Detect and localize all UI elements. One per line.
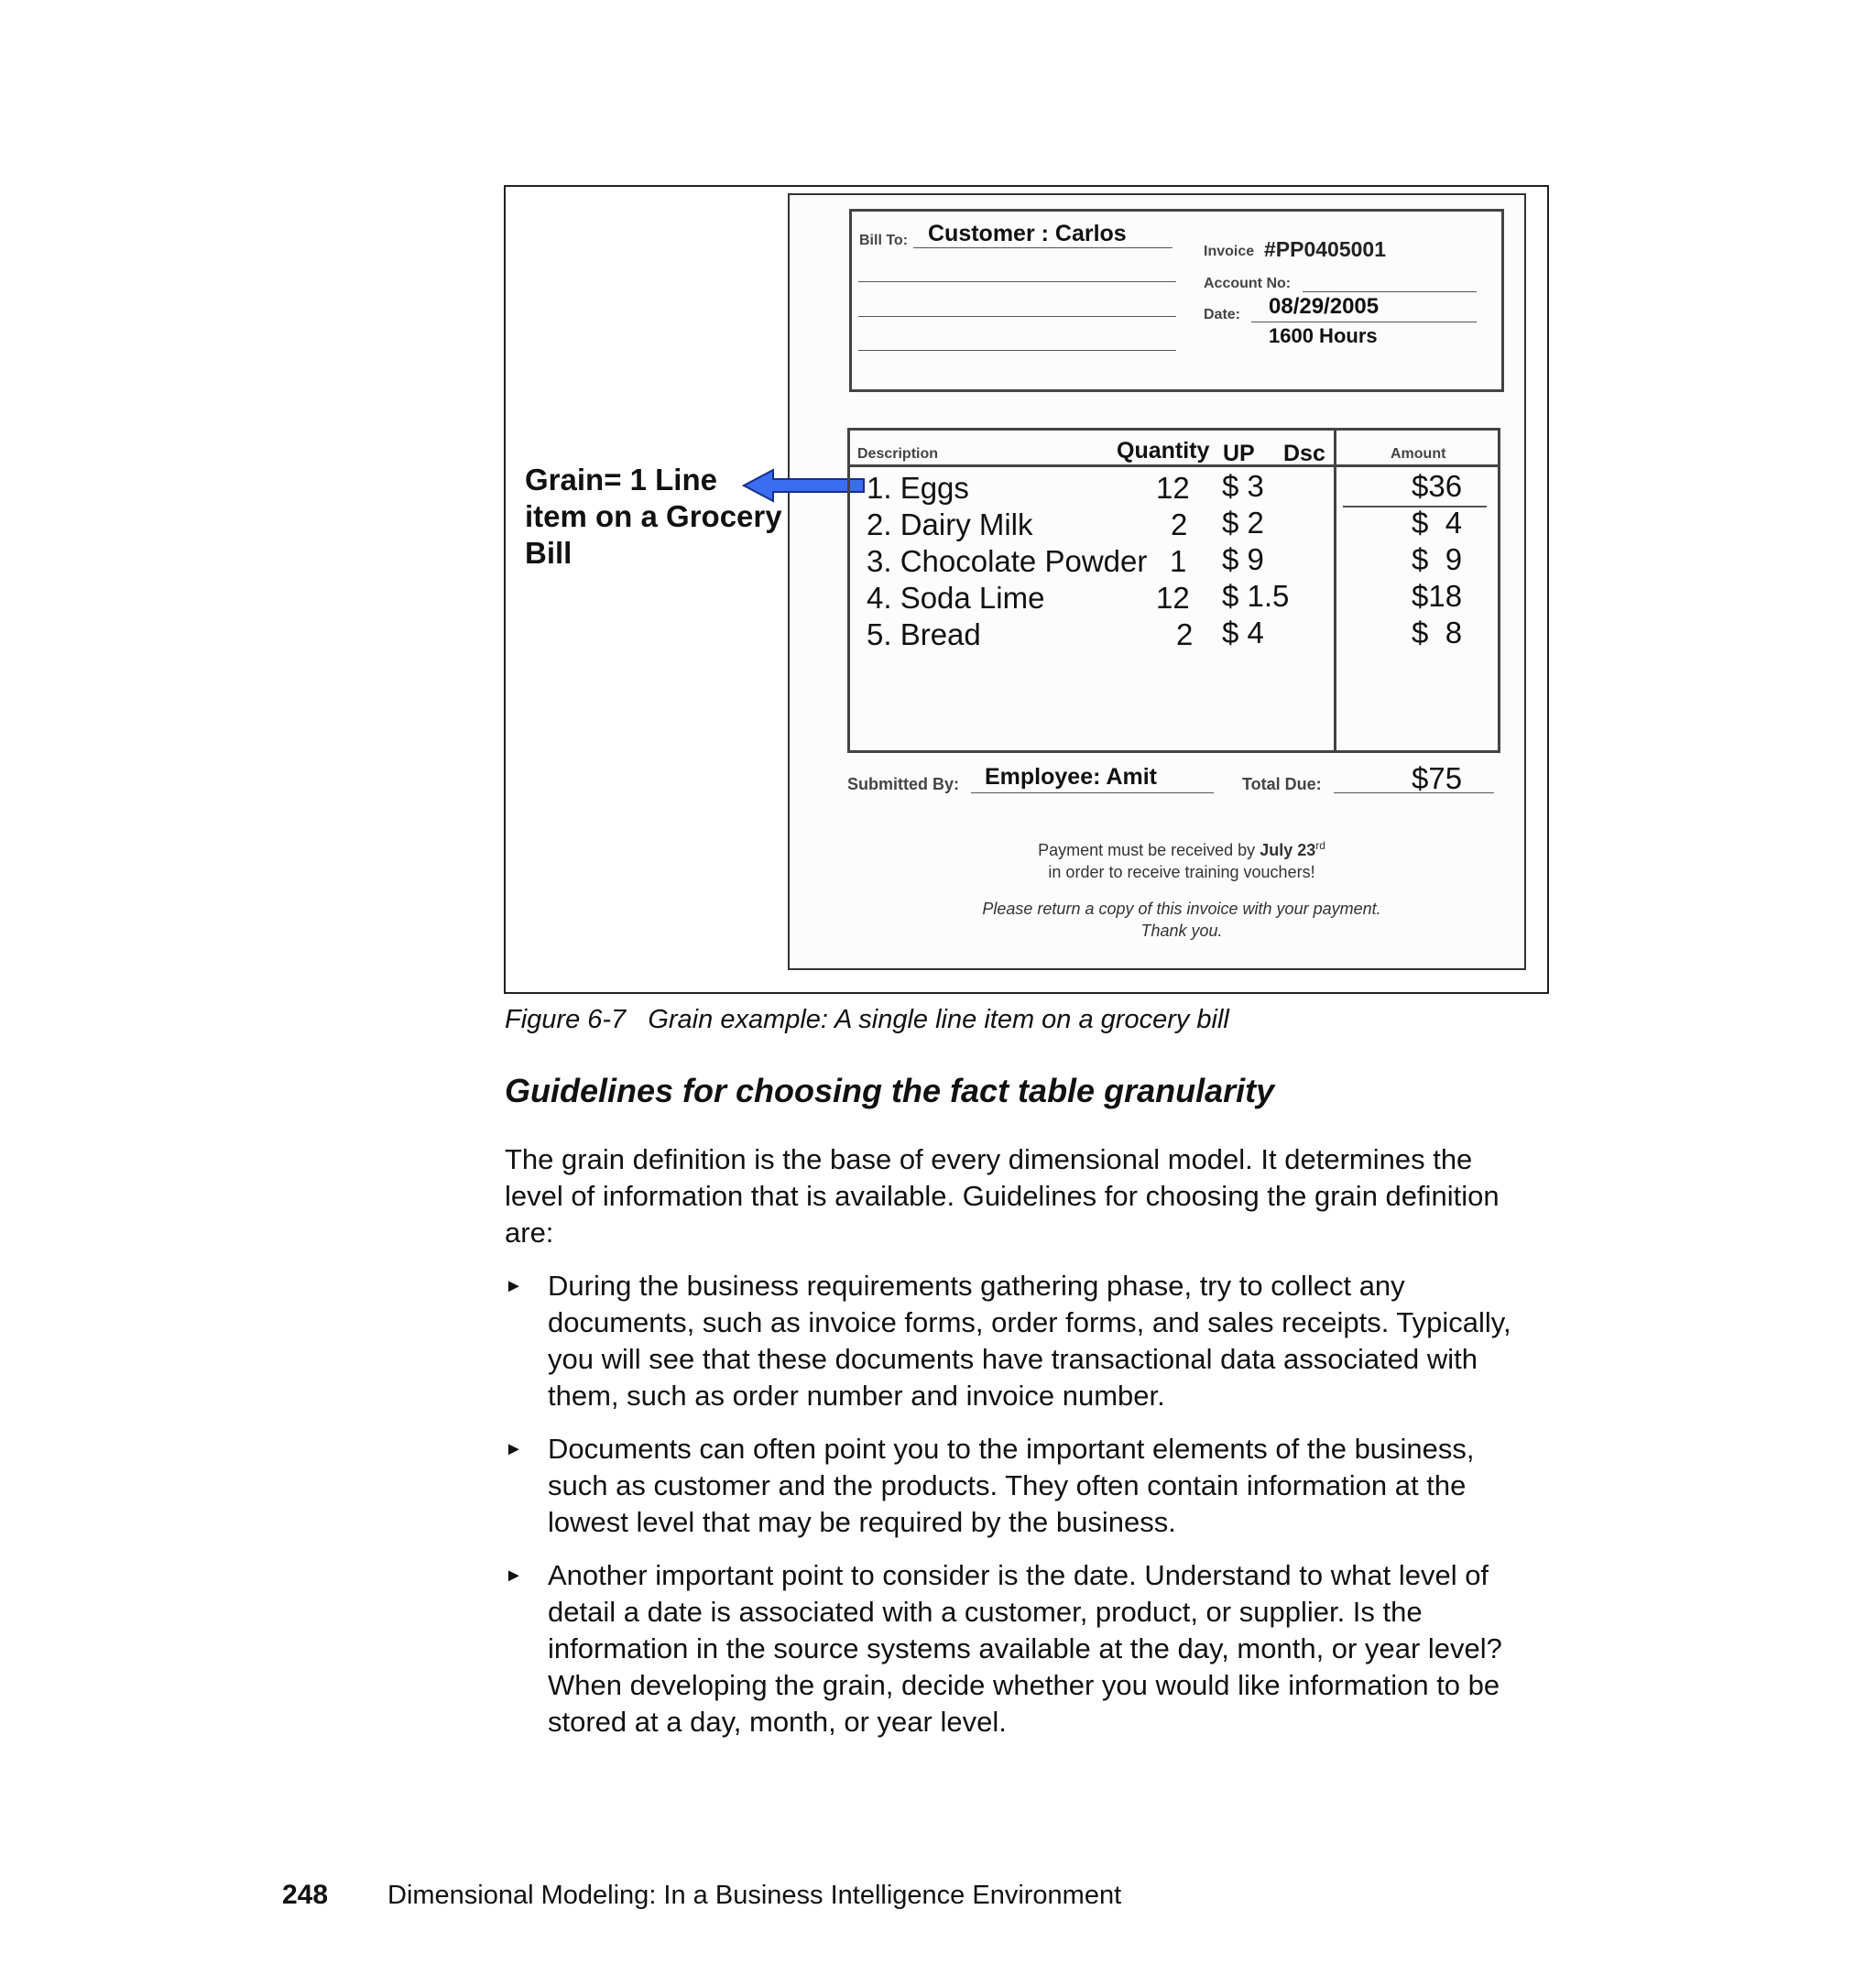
invoice-label: Invoice (1204, 244, 1255, 259)
section-heading: Guidelines for choosing the fact table granularity (505, 1072, 1275, 1109)
bullet-line: them, such as order number and invoice number. (548, 1380, 1165, 1412)
item-unit-price: $ 3 (1222, 469, 1264, 503)
item-amount: $ 4 (1412, 506, 1463, 540)
item-quantity: 1 (1170, 544, 1187, 578)
bullet-line: stored at a day, month, or year level. (548, 1706, 1007, 1738)
date-label: Date: (1204, 307, 1241, 322)
bill-to-rule (858, 350, 1176, 351)
paragraph-line: The grain definition is the base of every dimensional model. It determines the (505, 1143, 1473, 1175)
bullet-triangle-icon: ► (505, 1439, 523, 1459)
bill-to-value: Customer : Carlos (928, 221, 1127, 246)
item-description: 2. Dairy Milk (867, 507, 1033, 541)
bullet-line: During the business requirements gathering phase, try to collect any (548, 1270, 1405, 1302)
item-unit-price: $ 2 (1222, 506, 1264, 540)
bill-to-label: Bill To: (859, 233, 909, 248)
date-value: 08/29/2005 (1269, 294, 1380, 319)
item-description: 1. Eggs (867, 471, 969, 505)
bullet-text (548, 1557, 1595, 1740)
bullet-line: detail a date is associated with a customer, product, or supplier. Is the (548, 1596, 1423, 1628)
bill-to-rule (858, 316, 1176, 317)
figure-caption: Figure 6-7 Grain example: A single line item on a grocery bill (505, 1005, 1229, 1034)
total-due-value: $75 (1412, 761, 1463, 795)
item-amount: $18 (1412, 579, 1463, 613)
bullet-line: When developing the grain, decide whether you would like information to be (548, 1669, 1500, 1701)
account-rule (1303, 291, 1477, 292)
col-unit-price: UP (1223, 441, 1255, 466)
paragraph-line: are: (505, 1217, 554, 1249)
bullet-item (505, 1557, 1595, 1740)
bullet-line: you will see that these documents have transactional data associated with (548, 1343, 1478, 1375)
grain-annotation-line: Bill (525, 536, 573, 570)
running-title: Dimensional Modeling: In a Business Intelligence Environment (387, 1881, 1122, 1910)
payment-note-suffix: rd (1315, 839, 1325, 852)
paragraph-line: level of information that is available. Guidelines for choosing the grain definition (505, 1180, 1500, 1212)
item-unit-price: $ 1.5 (1222, 579, 1290, 613)
bill-to-rule (913, 247, 1172, 248)
amount-column-divider (1334, 428, 1336, 753)
submitted-by-rule (971, 792, 1214, 793)
item-quantity: 12 (1156, 581, 1190, 615)
line-items-header-rule (847, 464, 1500, 467)
total-due-label: Total Due: (1242, 775, 1322, 793)
bullet-line: such as customer and the products. They often contain information at the (548, 1469, 1467, 1501)
item-quantity: 2 (1171, 507, 1188, 541)
col-description: Description (857, 446, 939, 462)
item-description: 4. Soda Lime (867, 581, 1045, 615)
item-amount: $36 (1412, 469, 1463, 503)
item-description: 3. Chocolate Powder (867, 544, 1148, 578)
time-value: 1600 Hours (1269, 324, 1378, 347)
bullet-item (505, 1431, 1595, 1541)
bullet-line: information in the source systems available at the day, month, or year level? (548, 1632, 1502, 1664)
bullet-text (548, 1431, 1595, 1541)
grain-annotation-line: Grain= 1 Line (525, 463, 717, 496)
page-number: 248 (282, 1880, 329, 1910)
bullet-line: Documents can often point you to the important elements of the business, (548, 1433, 1475, 1465)
payment-note-date: July 23 (1260, 841, 1316, 859)
bullet-item (505, 1268, 1595, 1414)
bullet-triangle-icon: ► (505, 1276, 523, 1296)
col-discount: Dsc (1283, 441, 1325, 466)
bullet-line: lowest level that may be required by the business. (548, 1506, 1176, 1538)
return-note (861, 898, 1502, 942)
account-label: Account No: (1204, 276, 1292, 291)
return-note-line2: Thank you. (1140, 922, 1223, 940)
payment-note-line2: in order to receive training vouchers! (1048, 863, 1315, 881)
item-description: 5. Bread (867, 617, 981, 651)
return-note-line1: Please return a copy of this invoice with your payment. (982, 900, 1381, 918)
col-quantity: Quantity (1117, 438, 1210, 464)
bullet-line: documents, such as invoice forms, order forms, and sales receipts. Typically, (548, 1306, 1511, 1338)
grain-annotation-line: item on a Grocery (525, 499, 782, 533)
bullet-line: Another important point to consider is the date. Understand to what level of (548, 1559, 1489, 1591)
item-unit-price: $ 9 (1222, 542, 1264, 576)
item-quantity: 2 (1176, 617, 1194, 651)
intro-paragraph (505, 1141, 1595, 1251)
invoice-number: #PP0405001 (1264, 237, 1387, 261)
item-quantity: 12 (1156, 471, 1190, 505)
item-amount: $ 8 (1412, 616, 1463, 649)
payment-note (861, 835, 1502, 883)
bullet-triangle-icon: ► (505, 1566, 523, 1586)
bill-to-rule (858, 281, 1176, 282)
submitted-by-value: Employee: Amit (985, 764, 1158, 790)
item-amount: $ 9 (1412, 542, 1463, 576)
submitted-by-label: Submitted By: (847, 775, 960, 793)
item-unit-price: $ 4 (1222, 616, 1264, 649)
payment-note-prefix: Payment must be received by (1038, 841, 1256, 859)
bullet-text (548, 1268, 1595, 1414)
col-amount: Amount (1391, 446, 1446, 462)
